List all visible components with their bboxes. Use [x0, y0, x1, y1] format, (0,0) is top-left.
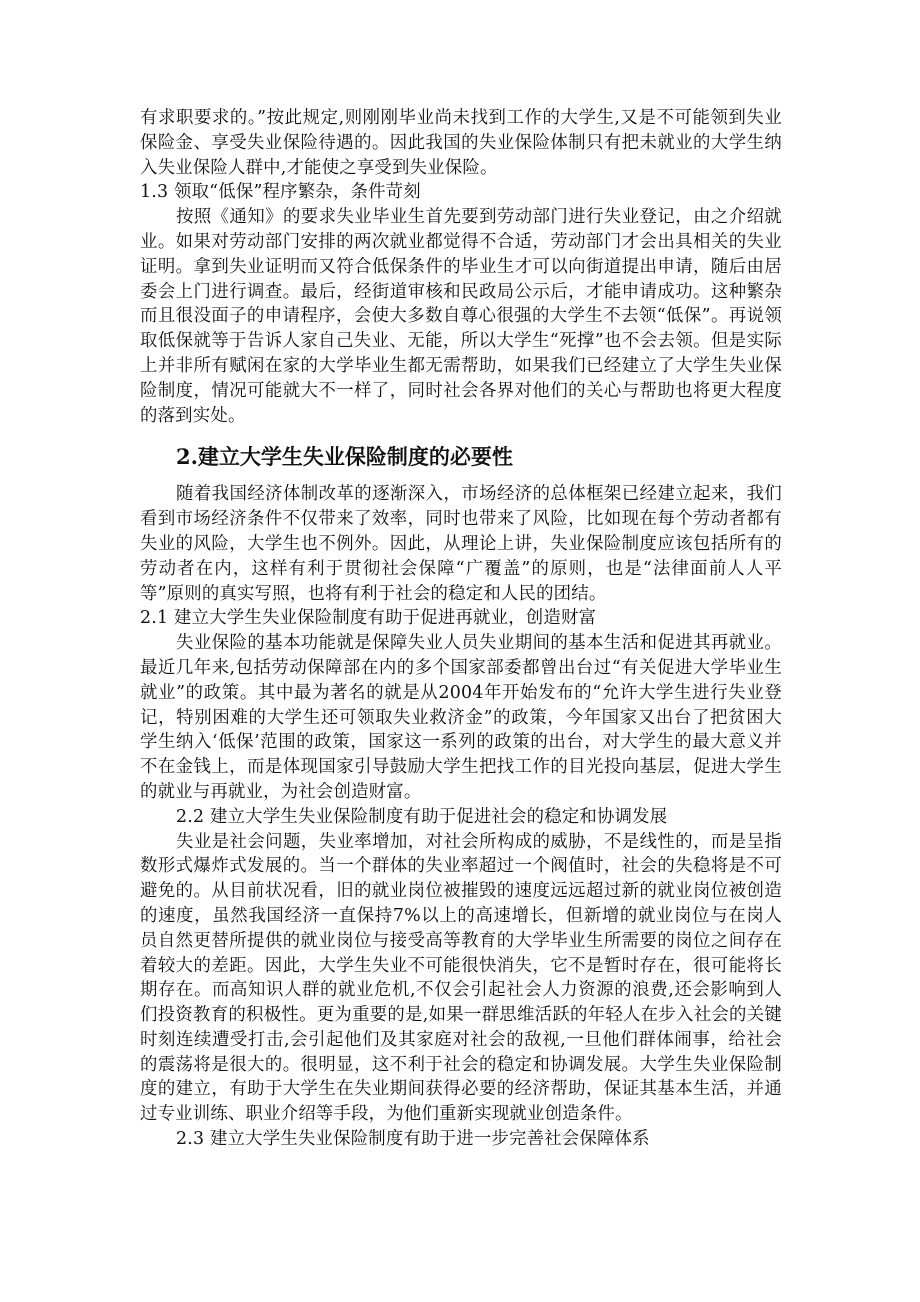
document-body: [140, 106, 782, 1152]
subheading-2-3: 2.3 建立大学生失业保险制度有助于进一步完善社会保障体系: [176, 1129, 650, 1150]
subheading-2-1: 2.1 建立大学生失业保险制度有助于促进再就业，创造财富: [140, 608, 597, 629]
paragraph-2-1: 失业保险的基本功能就是保障失业人员失业期间的基本生活和促进其再就业。最近几年来,包括劳动保障部在内的多个国家部委都曾出台过“有关促进大学毕业生就业”的政策。其中最为著名的就是从2004年开始发布的“允许大学生进行失业登记，特别困难的大学生还可领取失业救济金”的政策，今年国家又出台了把贫困大学生纳入‘低保’范围的政策，国家这一系列的政策的出台，对大学生的最大意义并不在金钱上，而是体现国家引导鼓励大学生把找工作的目光投向基层，促进大学生的就业与再就业，为社会创造财富。: [140, 633, 782, 802]
subheading-2-2: 2.2 建立大学生失业保险制度有助于促进社会的稳定和协调发展: [176, 806, 668, 827]
subheading-1-3: 1.3 领取“低保”程序繁杂，条件苛刻: [140, 182, 421, 203]
paragraph-2-2: 失业是社会问题，失业率增加，对社会所构成的威胁，不是线性的，而是呈指数形式爆炸式发展的。当一个群体的失业率超过一个阀值时，社会的失稳将是不可避免的。从目前状况看，旧的就业岗位被摧毁的速度远远超过新的就业岗位被创造的速度，虽然我国经济一直保持7%以上的高速增长，但新增的就业岗位与在岗人员自然更替所提供的就业岗位与接受高等教育的大学毕业生所需要的岗位之间存在着较大的差距。因此，大学生失业不可能很快消失，它不是暂时存在，很可能将长期存在。而高知识人群的就业危机,不仅会引起社会人力资源的浪费,还会影响到人们投资教育的积极性。更为重要的是,如果一群思维活跃的年轻人在步入社会的关键时刻连续遭受打击,会引起他们及其家庭对社会的敌视,一旦他们群体闹事，给社会的震荡将是很大的。很明显，这不利于社会的稳定和协调发展。大学生失业保险制度的建立，有助于大学生在失业期间获得必要的经济帮助，保证其基本生活，并通过专业训练、职业介绍等手段，为他们重新实现就业创造条件。: [140, 831, 782, 1125]
section-title-2: 2.建立大学生失业保险制度的必要性: [176, 444, 513, 470]
paragraph-intro: 有求职要求的。”按此规定,则刚刚毕业尚未找到工作的大学生,又是不可能领到失业保险金、享受失业保险待遇的。因此我国的失业保险体制只有把未就业的大学生纳入失业保险人群中,才能使之享受到失业保险。: [140, 108, 782, 178]
paragraph-2: 随着我国经济体制改革的逐渐深入，市场经济的总体框架已经建立起来，我们看到市场经济条件不仅带来了效率，同时也带来了风险，比如现在每个劳动者都有失业的风险，大学生也不例外。因此，从理论上讲，失业保险制度应该包括所有的劳动者在内，这样有利于贯彻社会保障“广覆盖”的原则，也是“法律面前人人平等”原则的真实写照，也将有利于社会的稳定和人民的团结。: [140, 484, 782, 604]
paragraph-1-3: 按照《通知》的要求失业毕业生首先要到劳动部门进行失业登记，由之介绍就业。如果对劳动部门安排的两次就业都觉得不合适，劳动部门才会出具相关的失业证明。拿到失业证明而又符合低保条件的毕业生才可以向街道提出申请，随后由居委会上门进行调查。最后，经街道审核和民政局公示后，才能申请成功。这种繁杂而且很没面子的申请程序，会使大多数自尊心很强的大学生不去领“低保”。再说领取低保就等于告诉人家自己失业、无能，所以大学生“死撑”也不会去领。但是实际上并非所有赋闲在家的大学毕业生都无需帮助，如果我们已经建立了大学生失业保险制度，情况可能就大不一样了，同时社会各界对他们的关心与帮助也将更大程度的落到实处。: [140, 207, 782, 426]
